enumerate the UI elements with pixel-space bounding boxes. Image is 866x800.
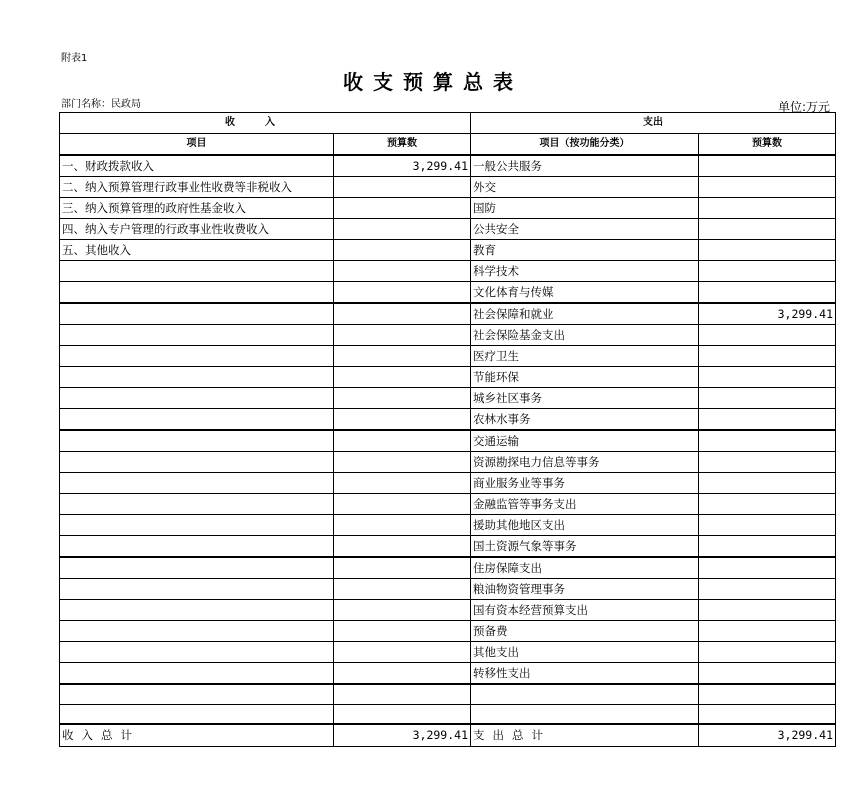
expense-item-cell <box>471 704 699 724</box>
expense-total-value: 3,299.41 <box>699 724 836 746</box>
expense-value-cell <box>699 367 836 388</box>
table-row <box>60 536 836 558</box>
expense-item-cell: 资源勘探电力信息等事务 <box>471 452 699 473</box>
total-row <box>60 724 836 746</box>
income-item-cell <box>60 303 334 325</box>
income-item-cell <box>60 704 334 724</box>
income-value-cell <box>334 409 471 431</box>
expense-item-cell <box>471 684 699 704</box>
expense-item-cell: 转移性支出 <box>471 663 699 685</box>
income-item-cell <box>60 325 334 346</box>
expense-value-cell <box>699 261 836 282</box>
income-value-cell <box>334 452 471 473</box>
expense-value-cell <box>699 704 836 724</box>
income-value-cell <box>334 473 471 494</box>
income-value-cell <box>334 536 471 558</box>
expense-header: 支出 <box>471 113 836 134</box>
expense-item-cell: 医疗卫生 <box>471 346 699 367</box>
table-row <box>60 282 836 304</box>
expense-total-label: 支出总计 <box>471 724 699 746</box>
income-item-cell <box>60 684 334 704</box>
table-row <box>60 303 836 325</box>
income-value-cell <box>334 600 471 621</box>
income-value-cell <box>334 325 471 346</box>
page-title: 收支预算总表 <box>343 70 523 94</box>
income-value-cell: 3,299.41 <box>334 155 471 177</box>
expense-item-cell: 国有资本经营预算支出 <box>471 600 699 621</box>
table-row <box>60 261 836 282</box>
income-value-cell <box>334 346 471 367</box>
expense-value-cell <box>699 600 836 621</box>
income-item-cell <box>60 536 334 558</box>
income-item-cell <box>60 642 334 663</box>
income-item-cell <box>60 388 334 409</box>
expense-value-cell <box>699 430 836 452</box>
table-row <box>60 663 836 685</box>
income-item-cell: 三、纳入预算管理的政府性基金收入 <box>60 198 334 219</box>
expense-value-cell <box>699 346 836 367</box>
income-item-cell <box>60 282 334 304</box>
expense-value-cell <box>699 515 836 536</box>
income-item-cell <box>60 621 334 642</box>
income-header: 收入 <box>60 113 471 134</box>
table-row <box>60 388 836 409</box>
income-total-label: 收入总计 <box>60 724 334 746</box>
income-item-cell <box>60 409 334 431</box>
income-value-cell <box>334 494 471 515</box>
table-row <box>60 452 836 473</box>
income-value-cell <box>334 515 471 536</box>
expense-item-cell: 预备费 <box>471 621 699 642</box>
income-item-cell: 五、其他收入 <box>60 240 334 261</box>
table-row <box>60 704 836 724</box>
col-budget2-header: 预算数 <box>699 134 836 156</box>
expense-item-cell: 农林水事务 <box>471 409 699 431</box>
expense-item-cell: 外交 <box>471 177 699 198</box>
expense-item-cell: 教育 <box>471 240 699 261</box>
expense-value-cell <box>699 155 836 177</box>
expense-item-cell: 其他支出 <box>471 642 699 663</box>
expense-value-cell <box>699 494 836 515</box>
income-item-cell <box>60 600 334 621</box>
income-item-cell <box>60 430 334 452</box>
income-item-cell <box>60 579 334 600</box>
expense-item-cell: 粮油物资管理事务 <box>471 579 699 600</box>
expense-value-cell <box>699 177 836 198</box>
expense-value-cell <box>699 409 836 431</box>
table-row <box>60 325 836 346</box>
table-row <box>60 473 836 494</box>
income-value-cell <box>334 240 471 261</box>
col-item-func-header: 项目（按功能分类） <box>471 134 699 156</box>
expense-value-cell <box>699 240 836 261</box>
income-item-cell: 一、财政拨款收入 <box>60 155 334 177</box>
budget-table <box>59 112 836 747</box>
expense-value-cell <box>699 621 836 642</box>
table-row <box>60 155 836 177</box>
table-row <box>60 515 836 536</box>
expense-value-cell <box>699 219 836 240</box>
income-value-cell <box>334 621 471 642</box>
income-item-cell <box>60 452 334 473</box>
table-row <box>60 642 836 663</box>
income-item-cell: 四、纳入专户管理的行政事业性收费收入 <box>60 219 334 240</box>
col-budget-header: 预算数 <box>334 134 471 156</box>
table-row <box>60 219 836 240</box>
expense-value-cell <box>699 473 836 494</box>
table-row <box>60 557 836 579</box>
expense-item-cell: 国土资源气象等事务 <box>471 536 699 558</box>
expense-item-cell: 文化体育与传媒 <box>471 282 699 304</box>
income-total-value: 3,299.41 <box>334 724 471 746</box>
expense-item-cell: 公共安全 <box>471 219 699 240</box>
income-value-cell <box>334 198 471 219</box>
expense-item-cell: 商业服务业等事务 <box>471 473 699 494</box>
income-value-cell <box>334 177 471 198</box>
income-item-cell <box>60 473 334 494</box>
department-label: 部门名称：民政局 <box>61 99 141 110</box>
col-item-header: 项目 <box>60 134 334 156</box>
expense-item-cell: 援助其他地区支出 <box>471 515 699 536</box>
expense-value-cell: 3,299.41 <box>699 303 836 325</box>
income-value-cell <box>334 579 471 600</box>
section-header-row <box>60 113 836 134</box>
table-row <box>60 346 836 367</box>
expense-item-cell: 住房保障支出 <box>471 557 699 579</box>
income-value-cell <box>334 388 471 409</box>
table-row <box>60 430 836 452</box>
income-item-cell <box>60 367 334 388</box>
expense-item-cell: 城乡社区事务 <box>471 388 699 409</box>
income-value-cell <box>334 261 471 282</box>
expense-item-cell: 社会保障和就业 <box>471 303 699 325</box>
income-item-cell <box>60 346 334 367</box>
expense-item-cell: 节能环保 <box>471 367 699 388</box>
income-item-cell <box>60 663 334 685</box>
table-row <box>60 494 836 515</box>
table-row <box>60 684 836 704</box>
income-value-cell <box>334 704 471 724</box>
expense-value-cell <box>699 388 836 409</box>
income-value-cell <box>334 642 471 663</box>
income-value-cell <box>334 663 471 685</box>
expense-value-cell <box>699 198 836 219</box>
expense-item-cell: 科学技术 <box>471 261 699 282</box>
table-row <box>60 177 836 198</box>
income-item-cell: 二、纳入预算管理行政事业性收费等非税收入 <box>60 177 334 198</box>
expense-item-cell: 交通运输 <box>471 430 699 452</box>
expense-value-cell <box>699 282 836 304</box>
income-value-cell <box>334 367 471 388</box>
income-value-cell <box>334 684 471 704</box>
income-value-cell <box>334 430 471 452</box>
expense-value-cell <box>699 642 836 663</box>
expense-value-cell <box>699 325 836 346</box>
expense-value-cell <box>699 557 836 579</box>
table-row <box>60 240 836 261</box>
income-item-cell <box>60 261 334 282</box>
expense-value-cell <box>699 579 836 600</box>
expense-value-cell <box>699 663 836 685</box>
income-item-cell <box>60 515 334 536</box>
column-header-row <box>60 134 836 156</box>
expense-value-cell <box>699 536 836 558</box>
table-row <box>60 621 836 642</box>
income-value-cell <box>334 557 471 579</box>
income-item-cell <box>60 494 334 515</box>
income-value-cell <box>334 282 471 304</box>
expense-value-cell <box>699 452 836 473</box>
unit-label: 单位:万元 <box>778 100 831 114</box>
expense-item-cell: 国防 <box>471 198 699 219</box>
attachment-label: 附表1 <box>61 53 88 64</box>
income-value-cell <box>334 303 471 325</box>
table-row <box>60 600 836 621</box>
table-row <box>60 579 836 600</box>
table-row <box>60 367 836 388</box>
table-row <box>60 198 836 219</box>
income-item-cell <box>60 557 334 579</box>
table-row <box>60 409 836 431</box>
income-value-cell <box>334 219 471 240</box>
expense-item-cell: 金融监管等事务支出 <box>471 494 699 515</box>
expense-value-cell <box>699 684 836 704</box>
expense-item-cell: 社会保险基金支出 <box>471 325 699 346</box>
expense-item-cell: 一般公共服务 <box>471 155 699 177</box>
